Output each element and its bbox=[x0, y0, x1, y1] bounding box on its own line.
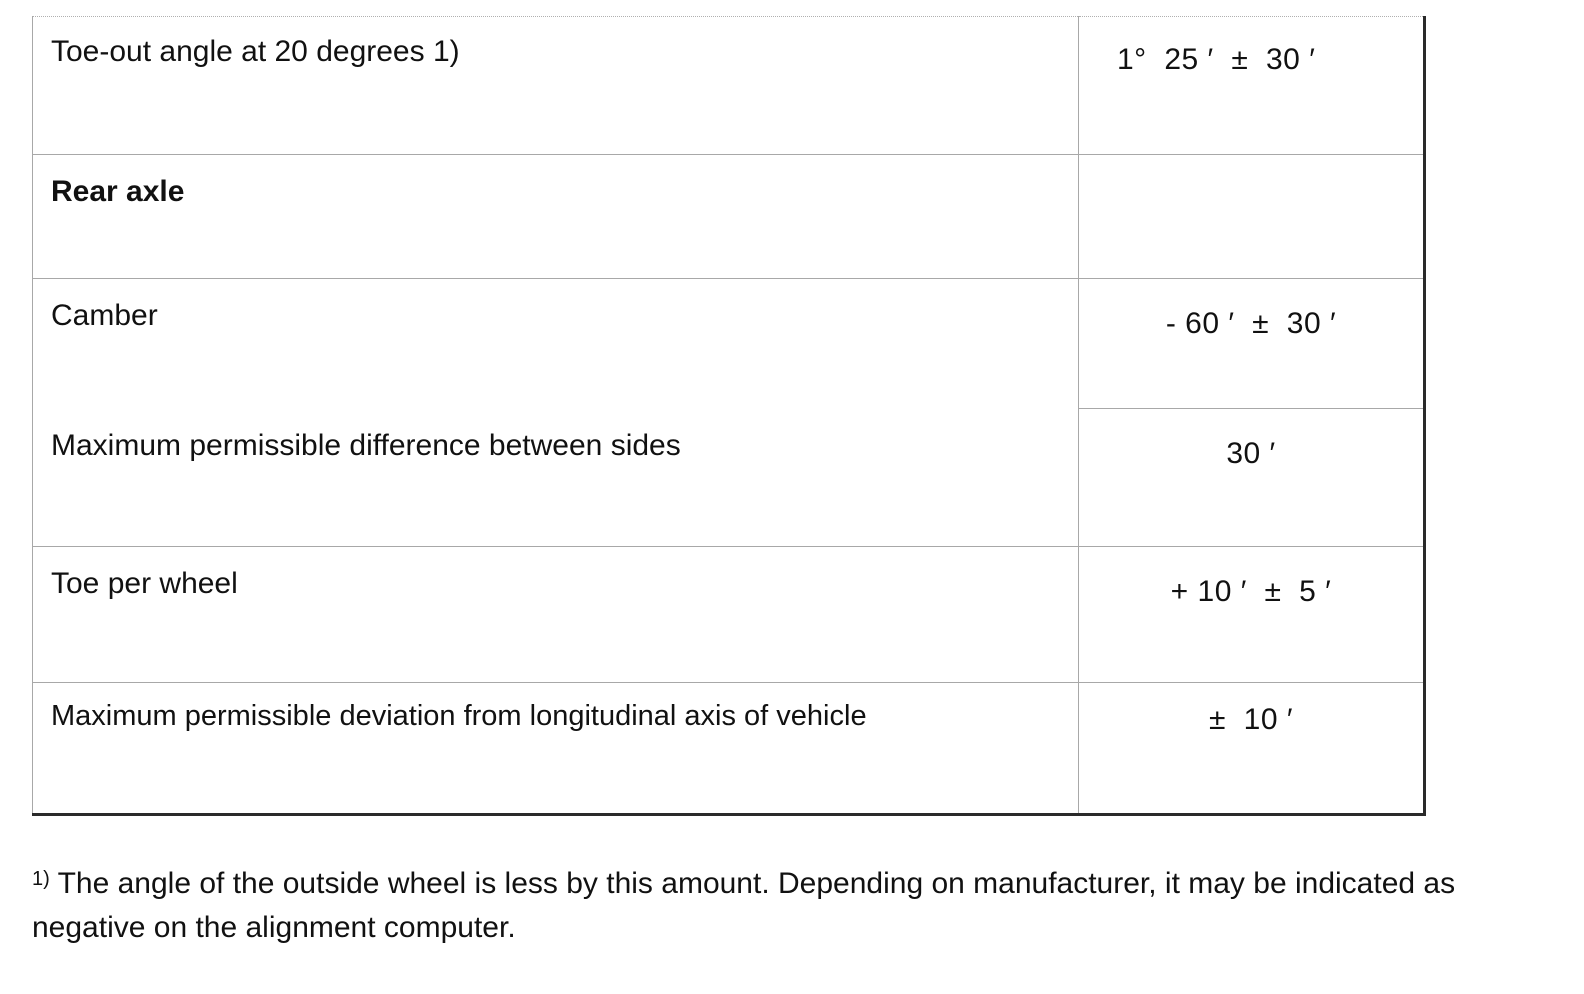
row-value-cell bbox=[1079, 17, 1425, 155]
row-value: + 10 ′ ± 5 ′ bbox=[1170, 575, 1332, 608]
table-row bbox=[33, 279, 1425, 409]
row-value-cell bbox=[1079, 279, 1425, 409]
row-label: Toe-out angle at 20 degrees 1) bbox=[51, 35, 460, 68]
row-label-cell bbox=[33, 155, 1079, 279]
row-value-cell bbox=[1079, 547, 1425, 683]
table-row bbox=[33, 547, 1425, 683]
row-label: Toe per wheel bbox=[51, 567, 238, 600]
table-row bbox=[33, 155, 1425, 279]
row-label: Camber bbox=[51, 299, 158, 332]
footnote-marker: 1) bbox=[32, 868, 50, 890]
alignment-spec-table bbox=[32, 16, 1426, 816]
row-value-cell bbox=[1079, 409, 1425, 547]
table-row bbox=[33, 683, 1425, 815]
row-value: - 60 ′ ± 30 ′ bbox=[1165, 307, 1337, 340]
row-label: Maximum permissible deviation from longitudinal axis of vehicle bbox=[51, 700, 867, 732]
row-value: ± 10 ′ bbox=[1209, 703, 1293, 736]
footnote-text: The angle of the outside wheel is less by this amount. Depending on manufacturer, it may be indicated as negative on the alignment computer. bbox=[32, 867, 1456, 944]
row-label-cell bbox=[33, 547, 1079, 683]
row-value-cell bbox=[1079, 683, 1425, 815]
row-label-cell bbox=[33, 17, 1079, 155]
row-label-cell bbox=[33, 683, 1079, 815]
row-value: 30 ′ bbox=[1226, 437, 1276, 470]
row-label: Maximum permissible difference between sides bbox=[51, 429, 681, 462]
footnote bbox=[32, 862, 1552, 950]
section-heading: Rear axle bbox=[51, 175, 185, 208]
row-value-cell bbox=[1079, 155, 1425, 279]
row-label-cell bbox=[33, 279, 1079, 547]
table-row bbox=[33, 17, 1425, 155]
row-value: 1° 25 ′ ± 30 ′ bbox=[1117, 43, 1316, 76]
